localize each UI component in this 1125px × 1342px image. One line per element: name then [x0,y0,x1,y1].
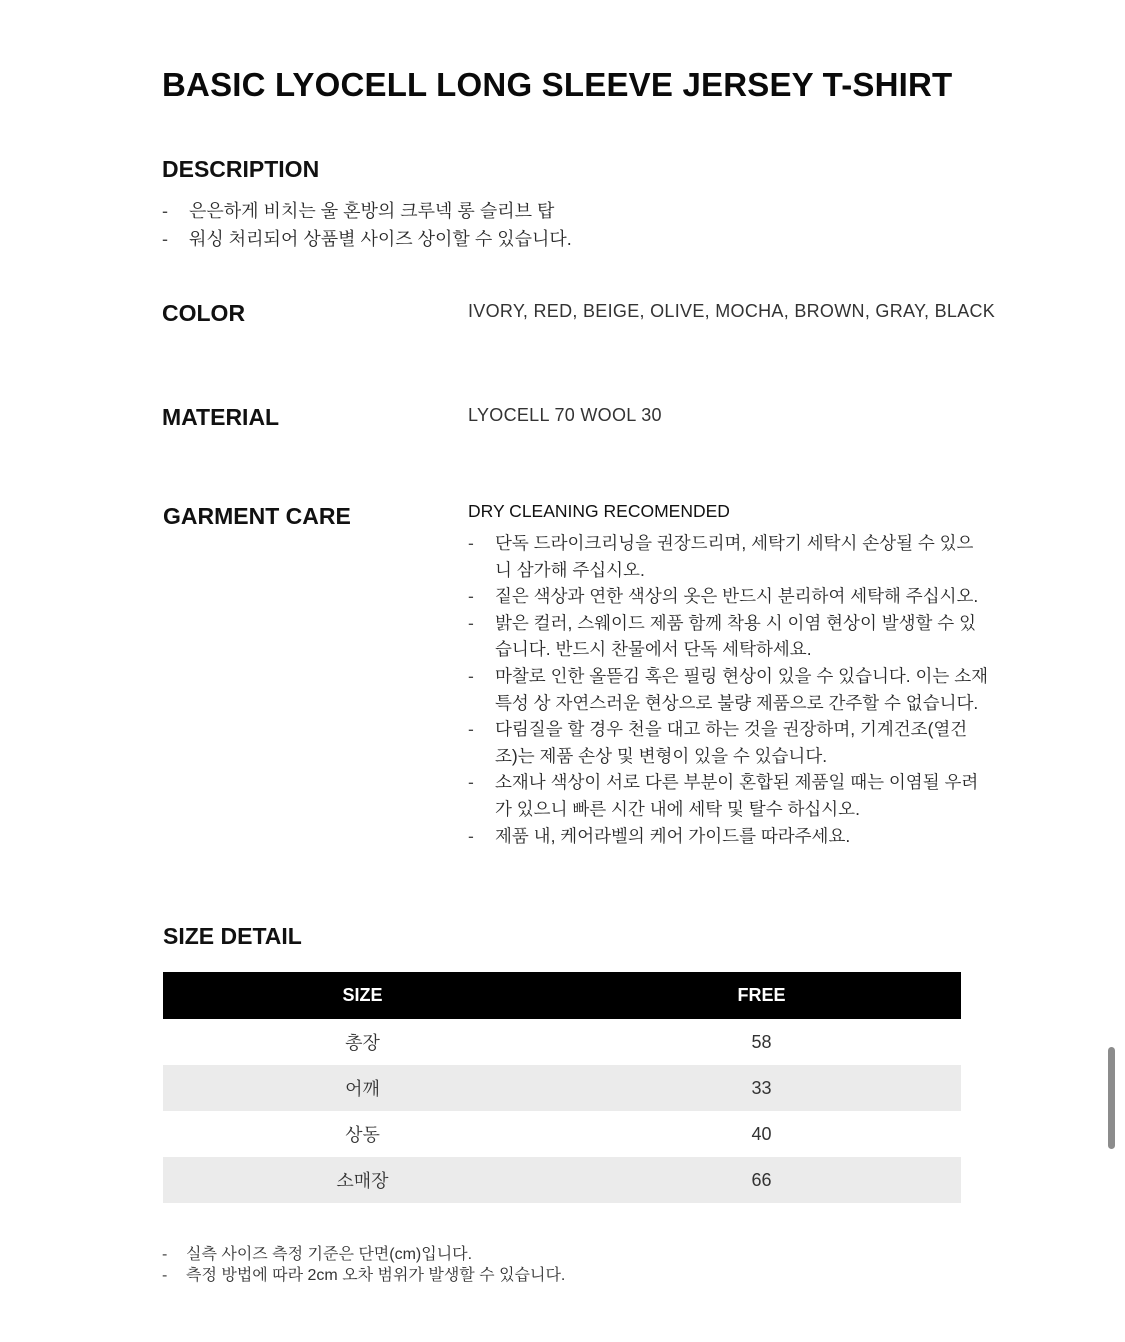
size-label-cell: 상동 [345,1125,380,1145]
description-item-text: 은은하게 비치는 울 혼방의 크루넥 롱 슬리브 탑 [189,201,555,221]
size-value-cell: 66 [562,1157,961,1203]
column-header-size: SIZE [163,972,562,1019]
care-item-text: 소재나 색상이 서로 다른 부분이 혼합된 제품일 때는 이염될 우려가 있으니 빠른 시간 내에 세탁 및 탈수 하십시오. [495,772,979,819]
size-value-cell: 40 [751,1123,772,1144]
list-item [162,197,572,225]
material-heading: MATERIAL [162,404,280,430]
bullet-dash: - [162,229,168,249]
care-item-text: 다림질을 할 경우 천을 대고 하는 것을 권장하며, 기계건조(열건조)는 제품 손상 및 변형이 있을 수 있습니다. [495,719,968,766]
size-detail-heading: SIZE DETAIL [163,923,302,949]
size-value-cell: 58 [751,1031,772,1052]
list-item [468,663,988,716]
size-note-text: 실측 사이즈 측정 기준은 단면(cm)입니다. [186,1246,473,1263]
care-item-text: 밝은 컬러, 스웨이드 제품 함께 착용 시 이염 현상이 발생할 수 있습니다. 반드시 찬물에서 단독 세탁하세요. [495,612,976,660]
bullet-dash: - [468,825,474,846]
care-item-text: 단독 드라이크리닝을 권장드리며, 세탁기 세탁시 손상될 수 있으니 삼가해 주십시오. [495,533,974,580]
table-row [163,1157,961,1203]
list-item [162,1245,565,1266]
table-header-row [163,972,961,1019]
size-table [163,972,961,1203]
product-title: BASIC LYOCELL LONG SLEEVE JERSEY T-SHIRT [162,66,953,104]
bullet-dash: - [468,665,474,686]
bullet-dash: - [468,586,474,607]
size-note-text: 측정 방법에 따라 2cm 오차 범위가 발생할 수 있습니다. [186,1266,566,1284]
list-item [468,716,988,769]
bullet-dash: - [162,1246,168,1263]
care-item-text: 마찰로 인한 올뜯김 혹은 필링 현상이 있을 수 있습니다. 이는 소재 특성 상 자연스러운 현상으로 불량 제품으로 간주할 수 없습니다. [495,665,989,713]
column-header-free: FREE [562,972,961,1019]
size-label-cell: 소매장 [163,1157,562,1203]
size-notes [162,1245,565,1286]
care-item-text: 제품 내, 케어라벨의 케어 가이드를 따라주세요. [495,825,851,846]
size-label-cell: 총장 [345,1033,380,1053]
table-row [163,1111,961,1157]
table-row [163,1019,961,1065]
size-label-cell: 어깨 [163,1065,562,1111]
garment-care-list [468,530,988,849]
material-value: LYOCELL 70 WOOL 30 [468,405,662,425]
list-item [162,225,572,253]
description-heading: DESCRIPTION [162,156,320,182]
bullet-dash: - [468,612,474,633]
description-item-text: 워싱 처리되어 상품별 사이즈 상이할 수 있습니다. [189,229,572,249]
description-list [162,197,572,253]
list-item [468,823,988,850]
scrollbar-thumb[interactable] [1108,1047,1115,1149]
bullet-dash: - [468,772,474,793]
bullet-dash: - [468,719,474,740]
bullet-dash: - [468,533,474,553]
garment-care-subheading: DRY CLEANING RECOMENDED [468,501,730,521]
color-heading: COLOR [162,300,246,326]
list-item [468,610,988,663]
size-value-cell: 33 [562,1065,961,1111]
list-item [468,583,988,610]
list-item [468,769,988,822]
color-value: IVORY, RED, BEIGE, OLIVE, MOCHA, BROWN, GRAY, BLACK [468,301,996,321]
table-row [163,1065,961,1111]
bullet-dash: - [162,201,168,221]
list-item [468,530,988,583]
list-item [162,1266,565,1287]
bullet-dash: - [162,1266,168,1284]
garment-care-heading: GARMENT CARE [163,503,351,529]
care-item-text: 짙은 색상과 연한 색상의 옷은 반드시 분리하여 세탁해 주십시오. [495,586,979,607]
